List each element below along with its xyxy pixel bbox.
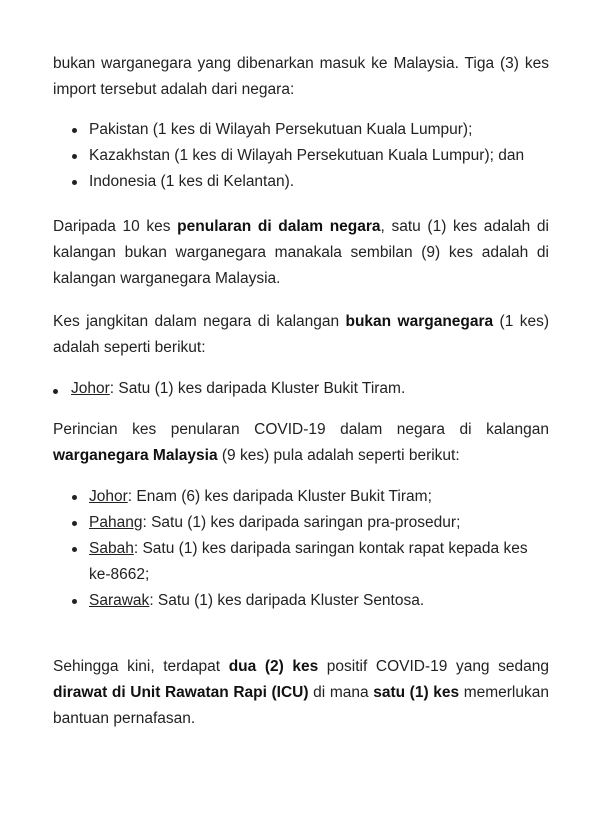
state-name: Sabah: [89, 540, 134, 557]
state-name: Pahang: [89, 514, 143, 531]
bold-text: penularan di dalam negara: [177, 218, 381, 235]
bullet-icon: [72, 599, 77, 604]
bold-text: satu (1) kes: [373, 684, 460, 701]
bold-text: warganegara Malaysia: [53, 447, 218, 464]
bullet-icon: [72, 128, 77, 133]
bullet-icon: [72, 180, 77, 185]
paragraph-text: di mana: [308, 684, 374, 701]
bold-text: dua (2) kes: [228, 658, 319, 675]
paragraph-text: Kes jangkitan dalam negara di kalangan: [53, 313, 346, 330]
list-item: [53, 376, 549, 402]
list-item-text: : Satu (1) kes daripada Kluster Sentosa.: [149, 592, 425, 609]
bold-text: dirawat di Unit Rawatan Rapi (ICU): [53, 684, 309, 701]
citizen-case-list: [53, 484, 549, 614]
bullet-icon: [72, 154, 77, 159]
paragraph-noncitizen-intro: [53, 309, 549, 361]
document-page: [53, 50, 549, 732]
paragraph-text: memerlukan bantuan pernafasan.: [53, 684, 549, 727]
paragraph-local-transmission: [53, 214, 549, 292]
list-item: [53, 169, 549, 195]
bullet-icon: [72, 547, 77, 552]
paragraph-icu-status: [53, 654, 549, 732]
paragraph-text: (9 kes) pula adalah seperti berikut:: [217, 447, 460, 464]
state-name: Johor: [89, 488, 128, 505]
list-item-text: Pakistan (1 kes di Wilayah Persekutuan Kuala Lumpur);: [89, 121, 473, 138]
list-item: [53, 484, 549, 510]
bullet-icon: [72, 521, 77, 526]
paragraph-text: (1 kes) adalah seperti berikut:: [53, 313, 549, 356]
list-item-text: Indonesia (1 kes di Kelantan).: [89, 173, 295, 190]
list-item: [53, 117, 549, 143]
paragraph-text: Sehingga kini, terdapat: [53, 658, 229, 675]
paragraph-text: , satu (1) kes adalah di kalangan bukan warganegara manakala sembilan (9) kes adalah di kalangan warganegara Malaysia.: [53, 218, 549, 287]
bullet-icon: [72, 495, 77, 500]
list-item-text: Kazakhstan (1 kes di Wilayah Persekutuan Kuala Lumpur); dan: [89, 147, 525, 164]
bold-text: bukan warganegara: [345, 313, 494, 330]
state-name: Johor: [71, 380, 110, 397]
list-item: [53, 143, 549, 169]
list-item-text: : Satu (1) kes daripada Kluster Bukit Tiram.: [109, 380, 406, 397]
list-item-text: : Enam (6) kes daripada Kluster Bukit Tiram;: [127, 488, 432, 505]
paragraph-text: Daripada 10 kes: [53, 218, 178, 235]
list-item: [53, 510, 549, 536]
list-item-text: : Satu (1) kes daripada saringan pra-prosedur;: [142, 514, 461, 531]
paragraph-text: positif COVID-19 yang sedang: [318, 658, 549, 675]
list-item: [53, 588, 549, 614]
state-name: Sarawak: [89, 592, 150, 609]
bullet-icon: [53, 389, 58, 394]
list-item: [53, 536, 549, 588]
import-country-list: [53, 117, 549, 195]
paragraph-text: bukan warganegara yang dibenarkan masuk ke Malaysia. Tiga (3) kes import tersebut adalah dari negara:: [53, 55, 549, 98]
paragraph-citizen-intro: [53, 417, 549, 469]
noncitizen-case-list: [53, 376, 549, 402]
paragraph-import-intro: [53, 51, 549, 103]
paragraph-text: Perincian kes penularan COVID-19 dalam negara di kalangan: [53, 421, 549, 438]
list-item-text: : Satu (1) kes daripada saringan kontak rapat kepada kes ke-8662;: [89, 540, 528, 583]
